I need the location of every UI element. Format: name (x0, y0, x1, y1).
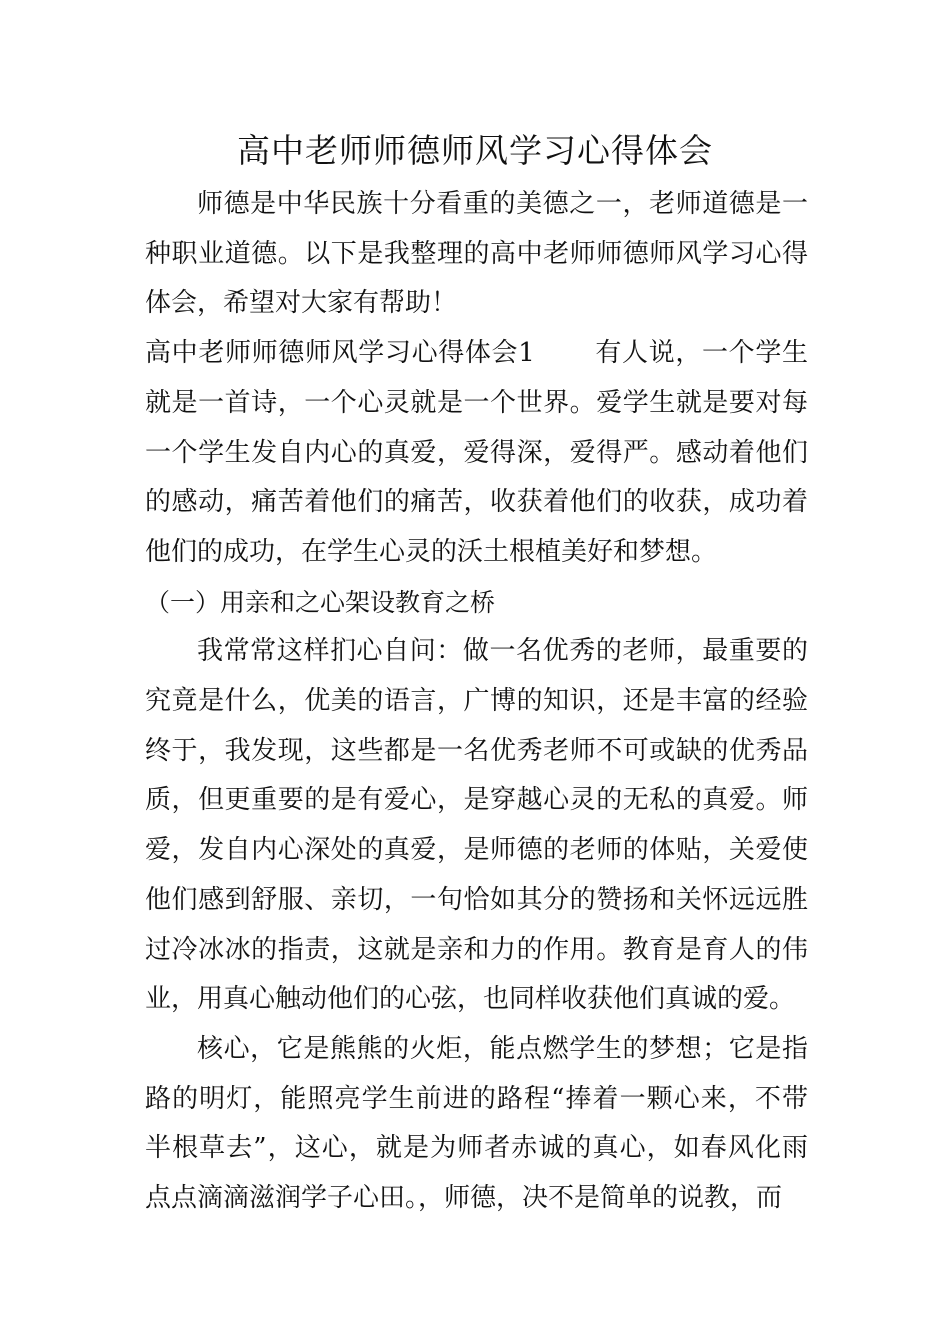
section-lead-text: 有人说，一个学生就是一首诗，一个心灵就是一个世界。爱学生就是要对每一个学生发自内心的真爱，爱得深，爱得严。感动着他们的感动，痛苦着他们的痛苦，收获着他们的收获，成功着他们的成功，在学生心灵的沃土根植美好和梦想。 (145, 338, 808, 567)
intro-paragraph: 师德是中华民族十分看重的美德之一，老师道德是一种职业道德。以下是我整理的高中老师师德师风学习心得体会，希望对大家有帮助！ (145, 189, 808, 319)
body-paragraph-2: 核心，它是熊熊的火炬，能点燃学生的梦想；它是指路的明灯，能照亮学生前进的路程“捧着一颗心来，不带半根草去”，这心，就是为师者赤诚的真心，如春风化雨点点滴滴滋润学子心田。，师德，决不是简单的说教，而 (145, 1033, 808, 1214)
section-paragraph (145, 329, 808, 578)
document-title: 高中老师师德师风学习心得体会 (237, 131, 713, 170)
section-heading: 高中老师师德师风学习心得体会1 (145, 338, 535, 369)
body-paragraph-1: 我常常这样扪心自问：做一名优秀的老师，最重要的究竟是什么，优美的语言，广博的知识，还是丰富的经验终于，我发现，这些都是一名优秀老师不可或缺的优秀品质，但更重要的是有爱心，是穿越心灵的无私的真爱。师爱，发自内心深处的真爱，是师德的老师的体贴，关爱使他们感到舒服、亲切，一句恰如其分的赞扬和关怀远远胜过冷冰冰的指责，这就是亲和力的作用。教育是育人的伟业，用真心触动他们的心弦，也同样收获他们真诚的爱。 (145, 636, 808, 1015)
document-body (145, 180, 808, 1224)
subheading: （一）用亲和之心架设教育之桥 (145, 587, 496, 617)
